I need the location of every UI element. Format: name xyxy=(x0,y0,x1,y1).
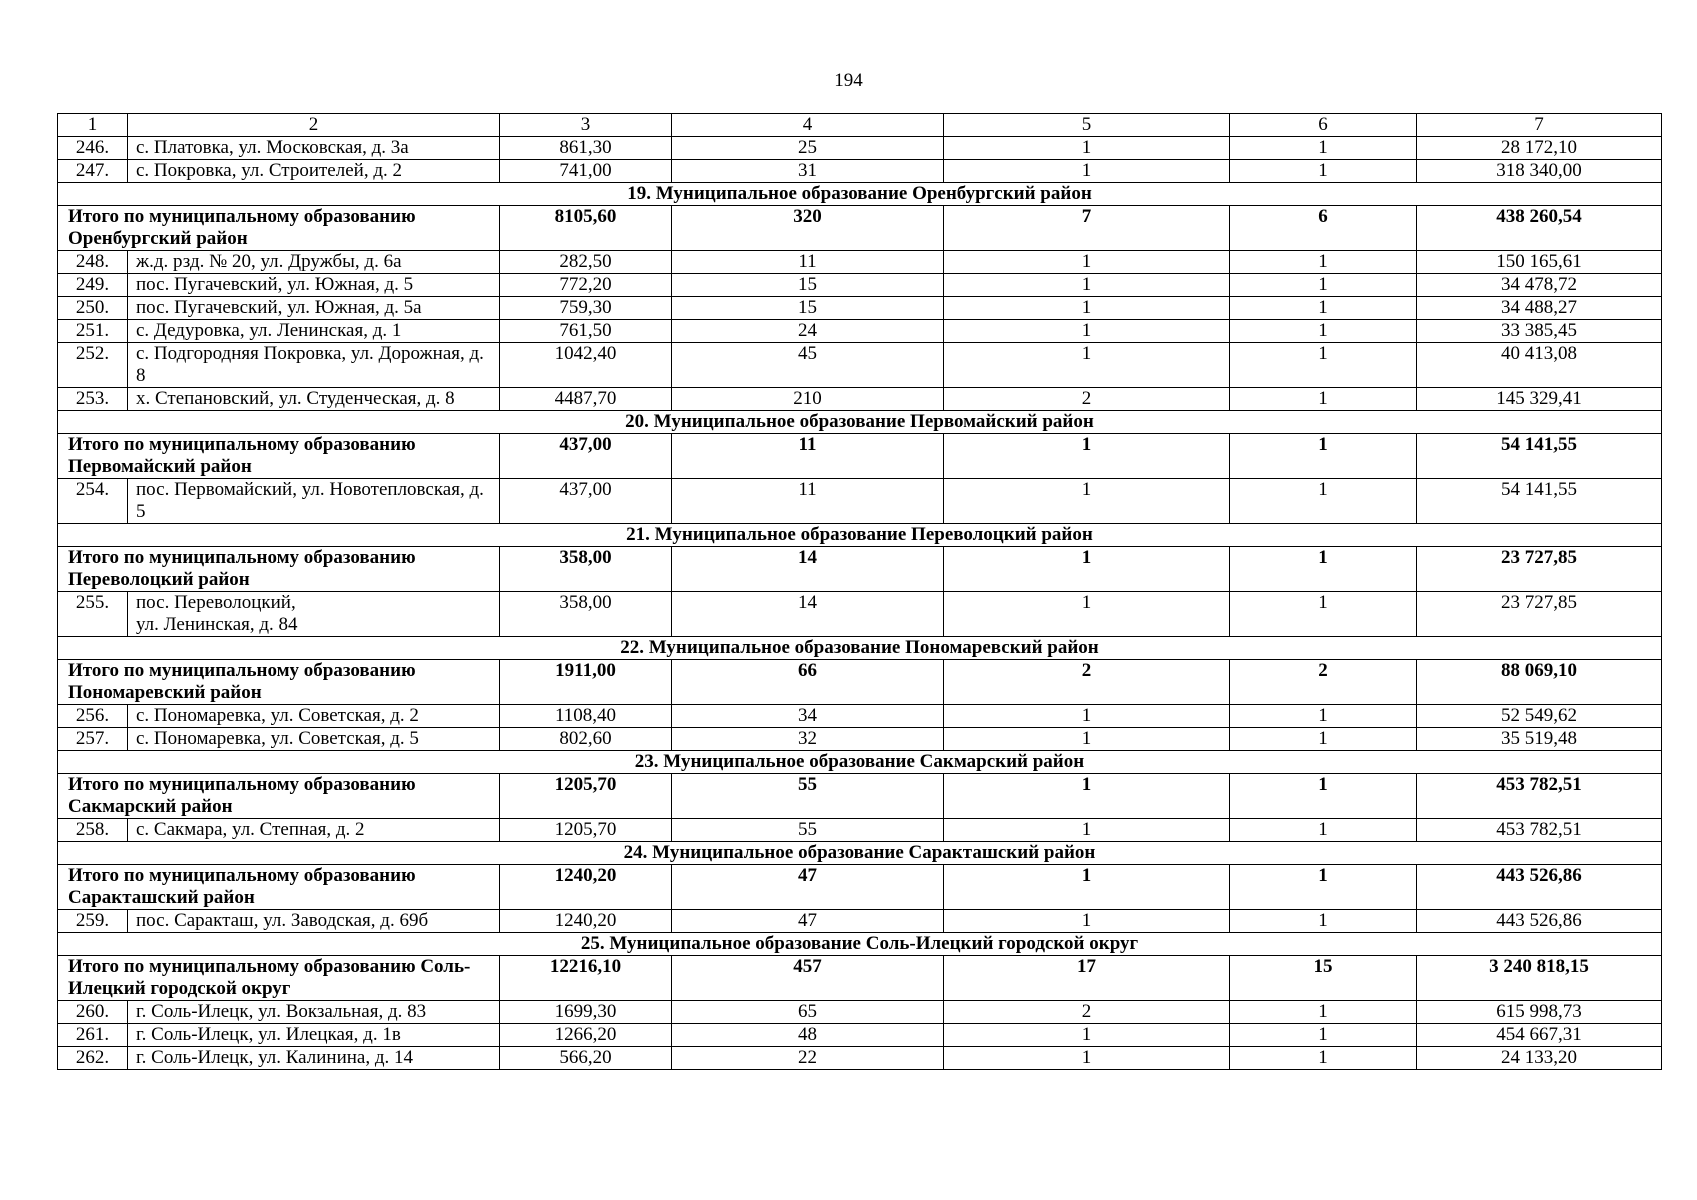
row-area: 761,50 xyxy=(500,320,672,343)
table-row xyxy=(58,343,1662,388)
row-col6: 1 xyxy=(1230,297,1417,320)
total-col5: 17 xyxy=(944,956,1230,1001)
row-col6: 1 xyxy=(1230,388,1417,411)
section-row xyxy=(58,842,1662,865)
total-sum: 438 260,54 xyxy=(1417,206,1662,251)
section-title: 23. Муниципальное образование Сакмарский район xyxy=(58,751,1662,774)
row-address: пос. Пугачевский, ул. Южная, д. 5 xyxy=(128,274,500,297)
row-area: 802,60 xyxy=(500,728,672,751)
row-count: 22 xyxy=(672,1047,944,1070)
row-area: 1108,40 xyxy=(500,705,672,728)
total-sum: 23 727,85 xyxy=(1417,547,1662,592)
row-col5: 2 xyxy=(944,388,1230,411)
table-row xyxy=(58,297,1662,320)
total-area: 437,00 xyxy=(500,434,672,479)
row-col5: 1 xyxy=(944,160,1230,183)
total-count: 14 xyxy=(672,547,944,592)
total-row xyxy=(58,660,1662,705)
total-area: 358,00 xyxy=(500,547,672,592)
section-title: 20. Муниципальное образование Первомайский район xyxy=(58,411,1662,434)
total-label: Итого по муниципальному образованию Первомайский район xyxy=(58,434,500,479)
total-col6: 1 xyxy=(1230,865,1417,910)
page-number: 194 xyxy=(834,70,863,91)
total-col5: 1 xyxy=(944,547,1230,592)
row-number: 261. xyxy=(58,1024,128,1047)
row-area: 861,30 xyxy=(500,137,672,160)
row-count: 34 xyxy=(672,705,944,728)
row-col5: 1 xyxy=(944,705,1230,728)
total-label: Итого по муниципальному образованию Оренбургский район xyxy=(58,206,500,251)
row-col5: 1 xyxy=(944,251,1230,274)
row-address: с. Пономаревка, ул. Советская, д. 5 xyxy=(128,728,500,751)
row-address: с. Покровка, ул. Строителей, д. 2 xyxy=(128,160,500,183)
row-count: 15 xyxy=(672,274,944,297)
row-count: 32 xyxy=(672,728,944,751)
row-col5: 1 xyxy=(944,479,1230,524)
table-row xyxy=(58,251,1662,274)
total-area: 1205,70 xyxy=(500,774,672,819)
total-col5: 1 xyxy=(944,434,1230,479)
row-col6: 1 xyxy=(1230,274,1417,297)
table-row xyxy=(58,479,1662,524)
row-count: 15 xyxy=(672,297,944,320)
total-label: Итого по муниципальному образованию Саракташский район xyxy=(58,865,500,910)
row-sum: 34 478,72 xyxy=(1417,274,1662,297)
row-address: пос. Переволоцкий, ул. Ленинская, д. 84 xyxy=(128,592,500,637)
row-area: 741,00 xyxy=(500,160,672,183)
total-sum: 88 069,10 xyxy=(1417,660,1662,705)
row-count: 65 xyxy=(672,1001,944,1024)
row-number: 248. xyxy=(58,251,128,274)
section-title: 25. Муниципальное образование Соль-Илецкий городской округ xyxy=(58,933,1662,956)
total-col5: 1 xyxy=(944,774,1230,819)
row-area: 1699,30 xyxy=(500,1001,672,1024)
section-title: 24. Муниципальное образование Саракташский район xyxy=(58,842,1662,865)
row-col6: 1 xyxy=(1230,343,1417,388)
row-address: с. Дедуровка, ул. Ленинская, д. 1 xyxy=(128,320,500,343)
row-area: 1240,20 xyxy=(500,910,672,933)
row-area: 282,50 xyxy=(500,251,672,274)
row-col6: 1 xyxy=(1230,160,1417,183)
table-row xyxy=(58,728,1662,751)
row-col5: 1 xyxy=(944,1024,1230,1047)
row-col5: 1 xyxy=(944,1047,1230,1070)
row-area: 759,30 xyxy=(500,297,672,320)
total-label: Итого по муниципальному образованию Сакмарский район xyxy=(58,774,500,819)
row-area: 1266,20 xyxy=(500,1024,672,1047)
row-col5: 1 xyxy=(944,728,1230,751)
row-sum: 23 727,85 xyxy=(1417,592,1662,637)
row-address: г. Соль-Илецк, ул. Вокзальная, д. 83 xyxy=(128,1001,500,1024)
row-sum: 443 526,86 xyxy=(1417,910,1662,933)
row-sum: 28 172,10 xyxy=(1417,137,1662,160)
row-col6: 1 xyxy=(1230,705,1417,728)
row-col6: 1 xyxy=(1230,137,1417,160)
total-area: 8105,60 xyxy=(500,206,672,251)
table-row xyxy=(58,705,1662,728)
row-col5: 1 xyxy=(944,592,1230,637)
header-cell: 1 xyxy=(58,114,128,137)
row-col5: 1 xyxy=(944,297,1230,320)
row-count: 11 xyxy=(672,479,944,524)
row-number: 247. xyxy=(58,160,128,183)
total-sum: 453 782,51 xyxy=(1417,774,1662,819)
row-col6: 1 xyxy=(1230,1001,1417,1024)
table-row xyxy=(58,320,1662,343)
row-count: 31 xyxy=(672,160,944,183)
row-address: г. Соль-Илецк, ул. Илецкая, д. 1в xyxy=(128,1024,500,1047)
table-row xyxy=(58,1047,1662,1070)
total-col5: 2 xyxy=(944,660,1230,705)
row-area: 358,00 xyxy=(500,592,672,637)
total-row xyxy=(58,956,1662,1001)
table-row xyxy=(58,819,1662,842)
row-col6: 1 xyxy=(1230,320,1417,343)
row-area: 772,20 xyxy=(500,274,672,297)
row-number: 252. xyxy=(58,343,128,388)
row-count: 210 xyxy=(672,388,944,411)
row-address: г. Соль-Илецк, ул. Калинина, д. 14 xyxy=(128,1047,500,1070)
row-number: 254. xyxy=(58,479,128,524)
row-number: 249. xyxy=(58,274,128,297)
row-sum: 34 488,27 xyxy=(1417,297,1662,320)
section-row xyxy=(58,933,1662,956)
table-row xyxy=(58,160,1662,183)
row-address: пос. Первомайский, ул. Новотепловская, д. 5 xyxy=(128,479,500,524)
row-col5: 1 xyxy=(944,343,1230,388)
row-sum: 40 413,08 xyxy=(1417,343,1662,388)
row-col6: 1 xyxy=(1230,251,1417,274)
section-row xyxy=(58,411,1662,434)
row-count: 55 xyxy=(672,819,944,842)
row-address: с. Подгородняя Покровка, ул. Дорожная, д. 8 xyxy=(128,343,500,388)
row-count: 45 xyxy=(672,343,944,388)
row-address: ж.д. рзд. № 20, ул. Дружбы, д. 6а xyxy=(128,251,500,274)
table-row xyxy=(58,388,1662,411)
row-number: 262. xyxy=(58,1047,128,1070)
row-area: 4487,70 xyxy=(500,388,672,411)
row-col5: 1 xyxy=(944,320,1230,343)
row-address: с. Сакмара, ул. Степная, д. 2 xyxy=(128,819,500,842)
header-row xyxy=(58,114,1662,137)
section-title: 19. Муниципальное образование Оренбургский район xyxy=(58,183,1662,206)
row-number: 251. xyxy=(58,320,128,343)
row-area: 566,20 xyxy=(500,1047,672,1070)
row-count: 47 xyxy=(672,910,944,933)
row-area: 1042,40 xyxy=(500,343,672,388)
row-col5: 1 xyxy=(944,819,1230,842)
header-cell: 3 xyxy=(500,114,672,137)
header-cell: 5 xyxy=(944,114,1230,137)
header-cell: 2 xyxy=(128,114,500,137)
total-row xyxy=(58,434,1662,479)
row-col6: 1 xyxy=(1230,1047,1417,1070)
row-address: пос. Саракташ, ул. Заводская, д. 69б xyxy=(128,910,500,933)
header-cell: 4 xyxy=(672,114,944,137)
row-sum: 615 998,73 xyxy=(1417,1001,1662,1024)
total-row xyxy=(58,547,1662,592)
row-sum: 33 385,45 xyxy=(1417,320,1662,343)
row-col6: 1 xyxy=(1230,728,1417,751)
table-row xyxy=(58,592,1662,637)
total-sum: 3 240 818,15 xyxy=(1417,956,1662,1001)
total-col6: 2 xyxy=(1230,660,1417,705)
section-title: 21. Муниципальное образование Переволоцкий район xyxy=(58,524,1662,547)
total-col6: 6 xyxy=(1230,206,1417,251)
table-row xyxy=(58,910,1662,933)
row-sum: 150 165,61 xyxy=(1417,251,1662,274)
row-sum: 145 329,41 xyxy=(1417,388,1662,411)
section-row xyxy=(58,751,1662,774)
row-number: 246. xyxy=(58,137,128,160)
total-count: 11 xyxy=(672,434,944,479)
row-count: 11 xyxy=(672,251,944,274)
row-sum: 453 782,51 xyxy=(1417,819,1662,842)
row-col6: 1 xyxy=(1230,592,1417,637)
row-count: 24 xyxy=(672,320,944,343)
row-sum: 318 340,00 xyxy=(1417,160,1662,183)
row-col5: 1 xyxy=(944,910,1230,933)
total-row xyxy=(58,865,1662,910)
section-row xyxy=(58,524,1662,547)
row-number: 259. xyxy=(58,910,128,933)
row-sum: 454 667,31 xyxy=(1417,1024,1662,1047)
row-col5: 2 xyxy=(944,1001,1230,1024)
row-sum: 54 141,55 xyxy=(1417,479,1662,524)
row-number: 260. xyxy=(58,1001,128,1024)
section-row xyxy=(58,183,1662,206)
header-cell: 6 xyxy=(1230,114,1417,137)
table-row xyxy=(58,274,1662,297)
row-address: с. Пономаревка, ул. Советская, д. 2 xyxy=(128,705,500,728)
row-area: 1205,70 xyxy=(500,819,672,842)
total-sum: 443 526,86 xyxy=(1417,865,1662,910)
row-col6: 1 xyxy=(1230,1024,1417,1047)
total-col6: 1 xyxy=(1230,434,1417,479)
row-number: 250. xyxy=(58,297,128,320)
total-col5: 7 xyxy=(944,206,1230,251)
table-row xyxy=(58,1024,1662,1047)
total-count: 66 xyxy=(672,660,944,705)
table-row xyxy=(58,1001,1662,1024)
row-sum: 35 519,48 xyxy=(1417,728,1662,751)
row-count: 14 xyxy=(672,592,944,637)
row-address: с. Платовка, ул. Московская, д. 3а xyxy=(128,137,500,160)
total-label: Итого по муниципальному образованию Соль-Илецкий городской округ xyxy=(58,956,500,1001)
row-number: 257. xyxy=(58,728,128,751)
row-col5: 1 xyxy=(944,274,1230,297)
row-number: 253. xyxy=(58,388,128,411)
total-count: 47 xyxy=(672,865,944,910)
total-area: 1911,00 xyxy=(500,660,672,705)
total-label: Итого по муниципальному образованию Пономаревский район xyxy=(58,660,500,705)
section-title: 22. Муниципальное образование Пономаревский район xyxy=(58,637,1662,660)
table-row xyxy=(58,137,1662,160)
row-number: 256. xyxy=(58,705,128,728)
row-number: 255. xyxy=(58,592,128,637)
total-area: 12216,10 xyxy=(500,956,672,1001)
section-row xyxy=(58,637,1662,660)
row-area: 437,00 xyxy=(500,479,672,524)
total-count: 55 xyxy=(672,774,944,819)
total-count: 457 xyxy=(672,956,944,1001)
total-area: 1240,20 xyxy=(500,865,672,910)
row-col6: 1 xyxy=(1230,910,1417,933)
row-sum: 52 549,62 xyxy=(1417,705,1662,728)
total-row xyxy=(58,206,1662,251)
total-row xyxy=(58,774,1662,819)
row-sum: 24 133,20 xyxy=(1417,1047,1662,1070)
row-col6: 1 xyxy=(1230,819,1417,842)
total-sum: 54 141,55 xyxy=(1417,434,1662,479)
row-col5: 1 xyxy=(944,137,1230,160)
total-label: Итого по муниципальному образованию Переволоцкий район xyxy=(58,547,500,592)
data-table xyxy=(57,113,1662,1070)
total-col6: 1 xyxy=(1230,774,1417,819)
total-col6: 1 xyxy=(1230,547,1417,592)
row-address: х. Степановский, ул. Студенческая, д. 8 xyxy=(128,388,500,411)
total-col5: 1 xyxy=(944,865,1230,910)
row-count: 25 xyxy=(672,137,944,160)
row-col6: 1 xyxy=(1230,479,1417,524)
row-number: 258. xyxy=(58,819,128,842)
total-col6: 15 xyxy=(1230,956,1417,1001)
total-count: 320 xyxy=(672,206,944,251)
row-address: пос. Пугачевский, ул. Южная, д. 5а xyxy=(128,297,500,320)
row-count: 48 xyxy=(672,1024,944,1047)
header-cell: 7 xyxy=(1417,114,1662,137)
